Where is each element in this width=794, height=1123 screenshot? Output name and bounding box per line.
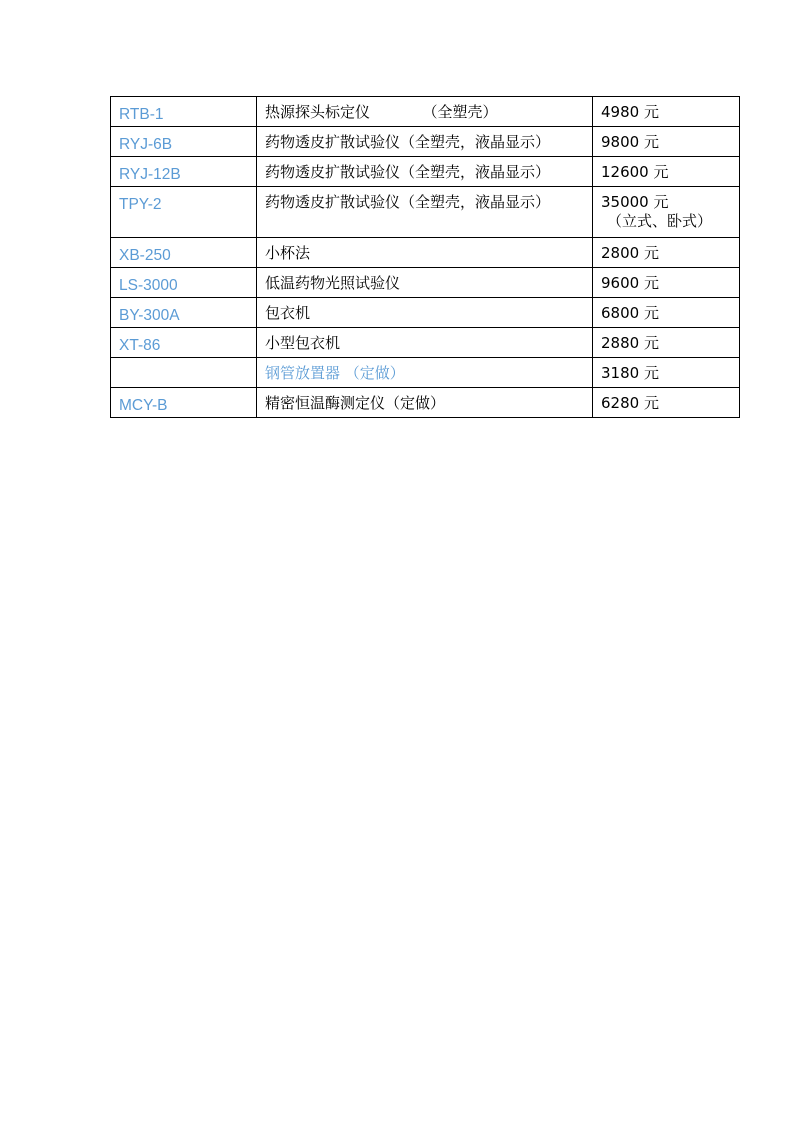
price-value: 2880 元 [601,334,659,352]
price-cell [593,127,740,157]
price-cell [593,238,740,268]
table-row [111,97,740,127]
product-name-cell: 小型包衣机 [257,328,593,358]
product-name-cell: 钢管放置器 （定做） [257,358,593,388]
price-cell [593,157,740,187]
product-name-cell: 药物透皮扩散试验仪（全塑壳，液晶显示） [257,187,593,238]
price-value: 4980 元 [601,103,659,121]
price-value: 9800 元 [601,133,659,151]
model-cell: MCY-B [111,388,257,418]
product-name-cell: 小杯法 [257,238,593,268]
model-cell: RTB-1 [111,97,257,127]
price-value: 35000 元 [601,193,669,211]
price-cell [593,187,740,238]
model-cell: XB-250 [111,238,257,268]
price-cell [593,358,740,388]
table-row [111,127,740,157]
product-name-cell: 热源探头标定仪 （全塑壳） [257,97,593,127]
price-cell [593,388,740,418]
model-cell: RYJ-12B [111,157,257,187]
price-table [110,96,740,418]
product-name-cell: 药物透皮扩散试验仪（全塑壳，液晶显示） [257,127,593,157]
model-cell: RYJ-6B [111,127,257,157]
price-value: 6280 元 [601,394,659,412]
product-name-cell: 精密恒温酶测定仪（定做） [257,388,593,418]
product-name-cell: 包衣机 [257,298,593,328]
model-cell: BY-300A [111,298,257,328]
price-value: 12600 元 [601,163,669,181]
price-value: 2800 元 [601,244,659,262]
table-row [111,187,740,238]
model-cell: LS-3000 [111,268,257,298]
table-row [111,298,740,328]
model-cell: TPY-2 [111,187,257,238]
table-row [111,238,740,268]
table-row [111,358,740,388]
price-value: 9600 元 [601,274,659,292]
table-row [111,388,740,418]
price-note: （立式、卧式） [607,212,713,230]
price-cell [593,328,740,358]
price-cell [593,97,740,127]
price-value: 3180 元 [601,364,659,382]
price-cell [593,298,740,328]
table-row [111,328,740,358]
price-cell [593,268,740,298]
model-cell [111,358,257,388]
price-value: 6800 元 [601,304,659,322]
product-name-cell: 药物透皮扩散试验仪（全塑壳，液晶显示） [257,157,593,187]
table-row [111,268,740,298]
table-row [111,157,740,187]
product-name-cell: 低温药物光照试验仪 [257,268,593,298]
model-cell: XT-86 [111,328,257,358]
